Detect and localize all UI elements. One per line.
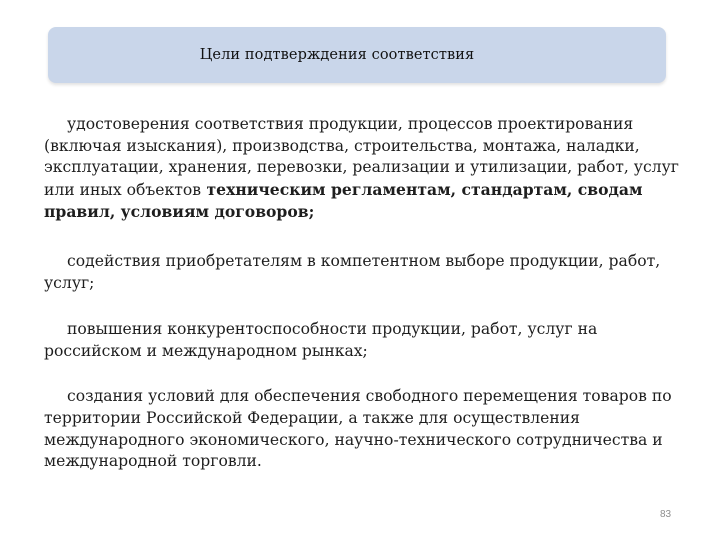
goal-paragraph-buyers: содействия приобретателям в компетентном выборе продукции, работ, услуг; xyxy=(44,251,661,292)
page-number: 83 xyxy=(660,509,672,520)
goal-paragraph-free-movement: создания условий для обеспечения свободного перемещения товаров по территории Российской Федерации, а также для осуществления международного экономического, научно-технического сотрудничества и международной торговли. xyxy=(44,387,672,471)
slide-title: Цели подтверждения соответствия xyxy=(199,47,475,63)
goal-paragraph-text: удостоверения соответствия продукции, процессов проектирования (включая изыскания), производства, строительства, монтажа, наладки, эксплуатации, хранения, перевозки, реализации и утилизации, работ, услуг или иных объектов xyxy=(44,115,679,199)
goal-paragraph-conformity xyxy=(44,114,680,224)
goal-paragraph-emphasis: техническим регламентам, стандартам, сводам правил, условиям договоров; xyxy=(44,179,643,222)
title-banner xyxy=(48,27,666,83)
goals-list xyxy=(44,114,680,473)
goal-paragraph-competitiveness: повышения конкурентоспособности продукции, работ, услуг на российском и международном рынках; xyxy=(44,320,598,360)
